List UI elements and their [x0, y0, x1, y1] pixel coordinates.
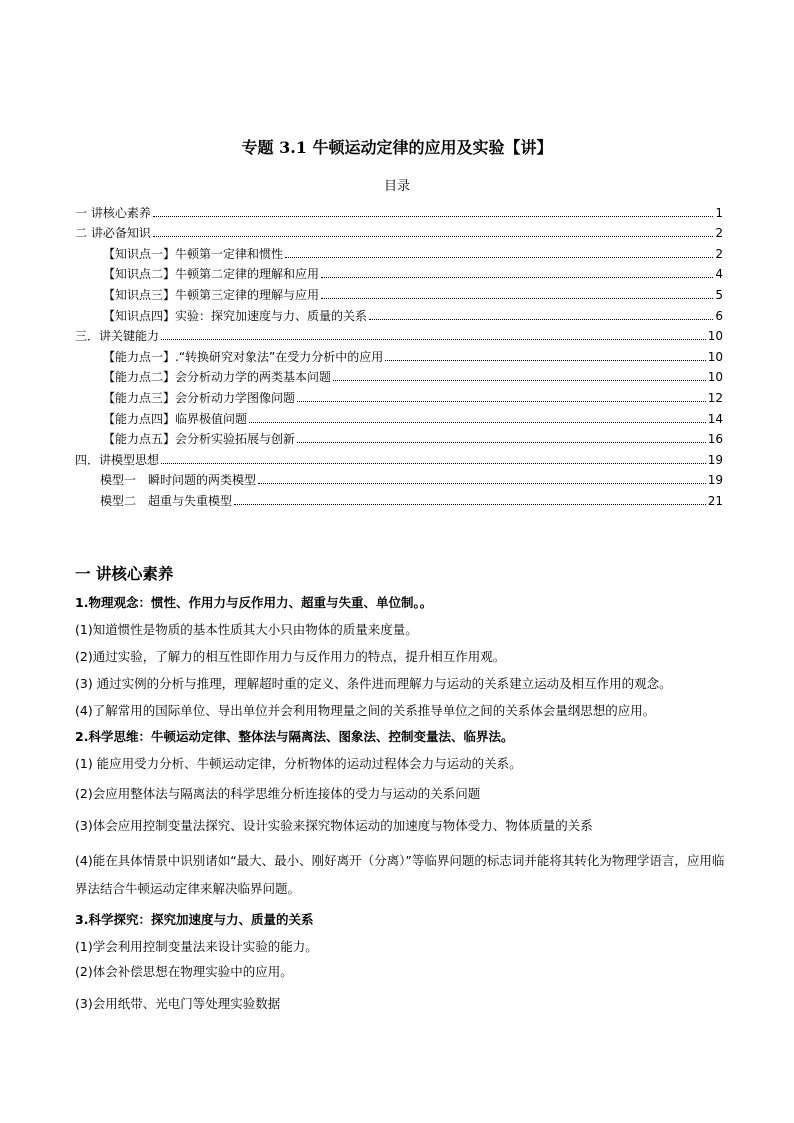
toc-entry-label: 【知识点四】实验：探究加速度与力、质量的关系	[103, 308, 368, 323]
section-heading: 一 讲核心素养	[75, 565, 174, 583]
toc-entry[interactable]	[75, 343, 723, 364]
toc-entry-label: 【能力点二】会分析动力学的两类基本问题	[103, 370, 332, 385]
toc-entry-page: 5	[715, 287, 723, 302]
toc-entry-label: 【知识点一】牛顿第一定律和惯性	[103, 246, 284, 261]
toc-entry-page: 19	[707, 452, 723, 467]
toc-entry-label: 一 讲核心素养	[75, 205, 151, 220]
toc-entry-page: 21	[707, 493, 723, 508]
toc-entry[interactable]	[75, 384, 723, 405]
toc-entry-label: 【能力点一】.“转换研究对象法”在受力分析中的应用	[103, 349, 384, 364]
paragraph: (3) 通过实例的分析与推理，理解超时重的定义、条件进而理解力与运动的关系建立运动及相互作用的观念。	[75, 676, 672, 691]
toc-entry-label: 模型一 瞬时问题的两类模型	[100, 473, 257, 488]
toc-entry-label: 【能力点四】临界极值问题	[103, 411, 248, 426]
toc-entry[interactable]	[75, 261, 723, 282]
table-of-contents	[75, 199, 723, 508]
toc-entry[interactable]	[75, 302, 723, 323]
subsection-heading: 1.物理观念：惯性、作用力与反作用力、超重与失重、单位制。。	[75, 595, 433, 610]
toc-entry-page: 14	[707, 411, 723, 426]
paragraph: (3)会用纸带、光电门等处理实验数据	[75, 996, 281, 1011]
toc-entry[interactable]	[75, 364, 723, 385]
toc-entry[interactable]	[75, 281, 723, 302]
toc-entry[interactable]	[75, 220, 723, 241]
paragraph: (4)能在具体情景中识别诸如“最大、最小、刚好离开（分离）”等临界问题的标志词并能将其转化为物理学语言，应用临界法结合牛顿运动定律来解决临界问题。	[75, 853, 725, 896]
toc-entry-label: 【知识点二】牛顿第二定律的理解和应用	[103, 267, 320, 282]
toc-entry-page: 10	[707, 329, 723, 344]
toc-entry-label: 三．讲关键能力	[75, 329, 160, 344]
toc-entry-page: 19	[707, 473, 723, 488]
toc-entry[interactable]	[75, 487, 723, 508]
toc-entry[interactable]	[75, 405, 723, 426]
toc-entry[interactable]	[75, 199, 723, 220]
toc-entry[interactable]	[75, 446, 723, 467]
section-core-literacy	[75, 562, 725, 1015]
toc-entry-page: 4	[715, 267, 723, 282]
toc-entry-label: 【知识点三】牛顿第三定律的理解与应用	[103, 287, 320, 302]
toc-entry[interactable]	[75, 426, 723, 447]
document-title: 专题 3.1 牛顿运动定律的应用及实验【讲】	[241, 138, 553, 157]
paragraph: (1)知道惯性是物质的基本性质其大小只由物体的质量来度量。	[75, 622, 418, 637]
toc-entry-label: 二 讲必备知识	[75, 226, 151, 241]
toc-entry[interactable]	[75, 323, 723, 344]
toc-entry-label: 【能力点五】会分析实验拓展与创新	[103, 432, 296, 447]
toc-entry-label: 【能力点三】会分析动力学图像问题	[103, 390, 296, 405]
toc-entry-page: 16	[707, 432, 723, 447]
toc-heading: 目录	[383, 179, 410, 194]
toc-entry-page: 2	[715, 246, 723, 261]
toc-entry-page: 10	[707, 349, 723, 364]
toc-entry-page: 2	[715, 226, 723, 241]
subsection-heading: 2.科学思维：牛顿运动定律、整体法与隔离法、图象法、控制变量法、临界法。	[75, 729, 514, 744]
toc-entry-page: 6	[715, 308, 723, 323]
paragraph: (1) 能应用受力分析、牛顿运动定律，分析物体的运动过程体会力与运动的关系。	[75, 756, 522, 771]
toc-entry-label: 模型二 超重与失重模型	[100, 493, 233, 508]
toc-entry[interactable]	[75, 467, 723, 488]
paragraph: (1)学会利用控制变量法来设计实验的能力。	[75, 939, 318, 954]
paragraph: (2)通过实验，了解力的相互性即作用力与反作用力的特点，提升相互作用观。	[75, 649, 506, 664]
paragraph: (2)体会补偿思想在物理实验中的应用。	[75, 964, 293, 979]
paragraph: (3)体会应用控制变量法探究、设计实验来探究物体运动的加速度与物体受力、物体质量的关系	[75, 818, 593, 833]
paragraph: (4)了解常用的国际单位、导出单位并会利用物理量之间的关系推导单位之间的关系体会量纲思想的应用。	[75, 703, 656, 718]
toc-entry-page: 1	[715, 205, 723, 220]
toc-entry-label: 四．讲模型思想	[75, 452, 160, 467]
subsection-heading: 3.科学探究：探究加速度与力、质量的关系	[75, 912, 314, 927]
toc-entry-page: 10	[707, 370, 723, 385]
toc-entry-page: 12	[707, 390, 723, 405]
toc-entry[interactable]	[75, 240, 723, 261]
paragraph: (2)会应用整体法与隔离法的科学思维分析连接体的受力与运动的关系问题	[75, 786, 481, 801]
